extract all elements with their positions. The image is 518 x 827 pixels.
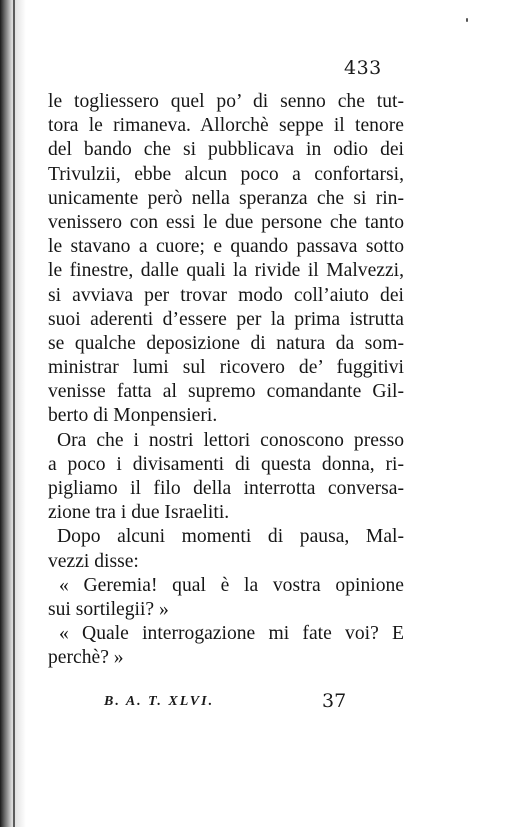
text-line: le finestre, dalle quali la rivide il Malvezzi, (48, 260, 404, 282)
text-line: « Geremia! qual è la vostra opinione (59, 574, 404, 596)
text-line: se qualche deposizione di natura da som- (48, 332, 404, 354)
text-line: ministrar lumi sul ricovero de’ fuggitivi (48, 357, 404, 379)
body-text (48, 90, 404, 671)
text-line: Dopo alcuni momenti di pausa, Mal- (57, 526, 404, 548)
page-number: 433 (344, 57, 382, 79)
gutter-line (13, 0, 15, 827)
text-line: le stavano a cuore; e quando passava sotto (48, 236, 404, 258)
text-line: le togliessero quel po’ di senno che tut- (48, 91, 404, 112)
text-line: suoi aderenti d’essere per la prima istrutta (48, 308, 404, 330)
page-footer (48, 690, 404, 716)
text-line: del bando che si pubblicava in odio dei (48, 139, 404, 161)
text-line: zione tra i due Israeliti. (48, 502, 230, 524)
text-line: unicamente però nella speranza che si rin- (48, 187, 404, 209)
text-line: si avviava per trovar modo coll’aiuto dei (48, 284, 404, 306)
text-line: « Quale interrogazione mi fate voi? E (59, 623, 404, 645)
text-line: berto di Monpensieri. (48, 405, 218, 427)
text-line: tora le rimaneva. Allorchè seppe il tenore (48, 115, 404, 137)
text-line: vezzi disse: (48, 550, 139, 572)
text-line: venisse fatta al supremo comandante Gil- (48, 381, 404, 403)
text-line: venissero con essi le due persone che tanto (48, 211, 404, 233)
text-line: pigliamo il filo della interrotta conversa- (48, 478, 404, 499)
text-line: sui sortilegii? » (48, 598, 169, 620)
text-line: Trivulzii, ebbe alcun poco a confortarsi, (48, 163, 404, 185)
printer-signature: B. A. T. XLVI. (104, 694, 215, 709)
text-line: Ora che i nostri lettori conoscono presso (57, 429, 404, 451)
text-line: perchè? » (48, 647, 124, 669)
gathering-number: 37 (322, 690, 347, 712)
paper-speck (466, 18, 468, 22)
text-line: a poco i divisamenti di questa donna, ri- (48, 453, 404, 475)
